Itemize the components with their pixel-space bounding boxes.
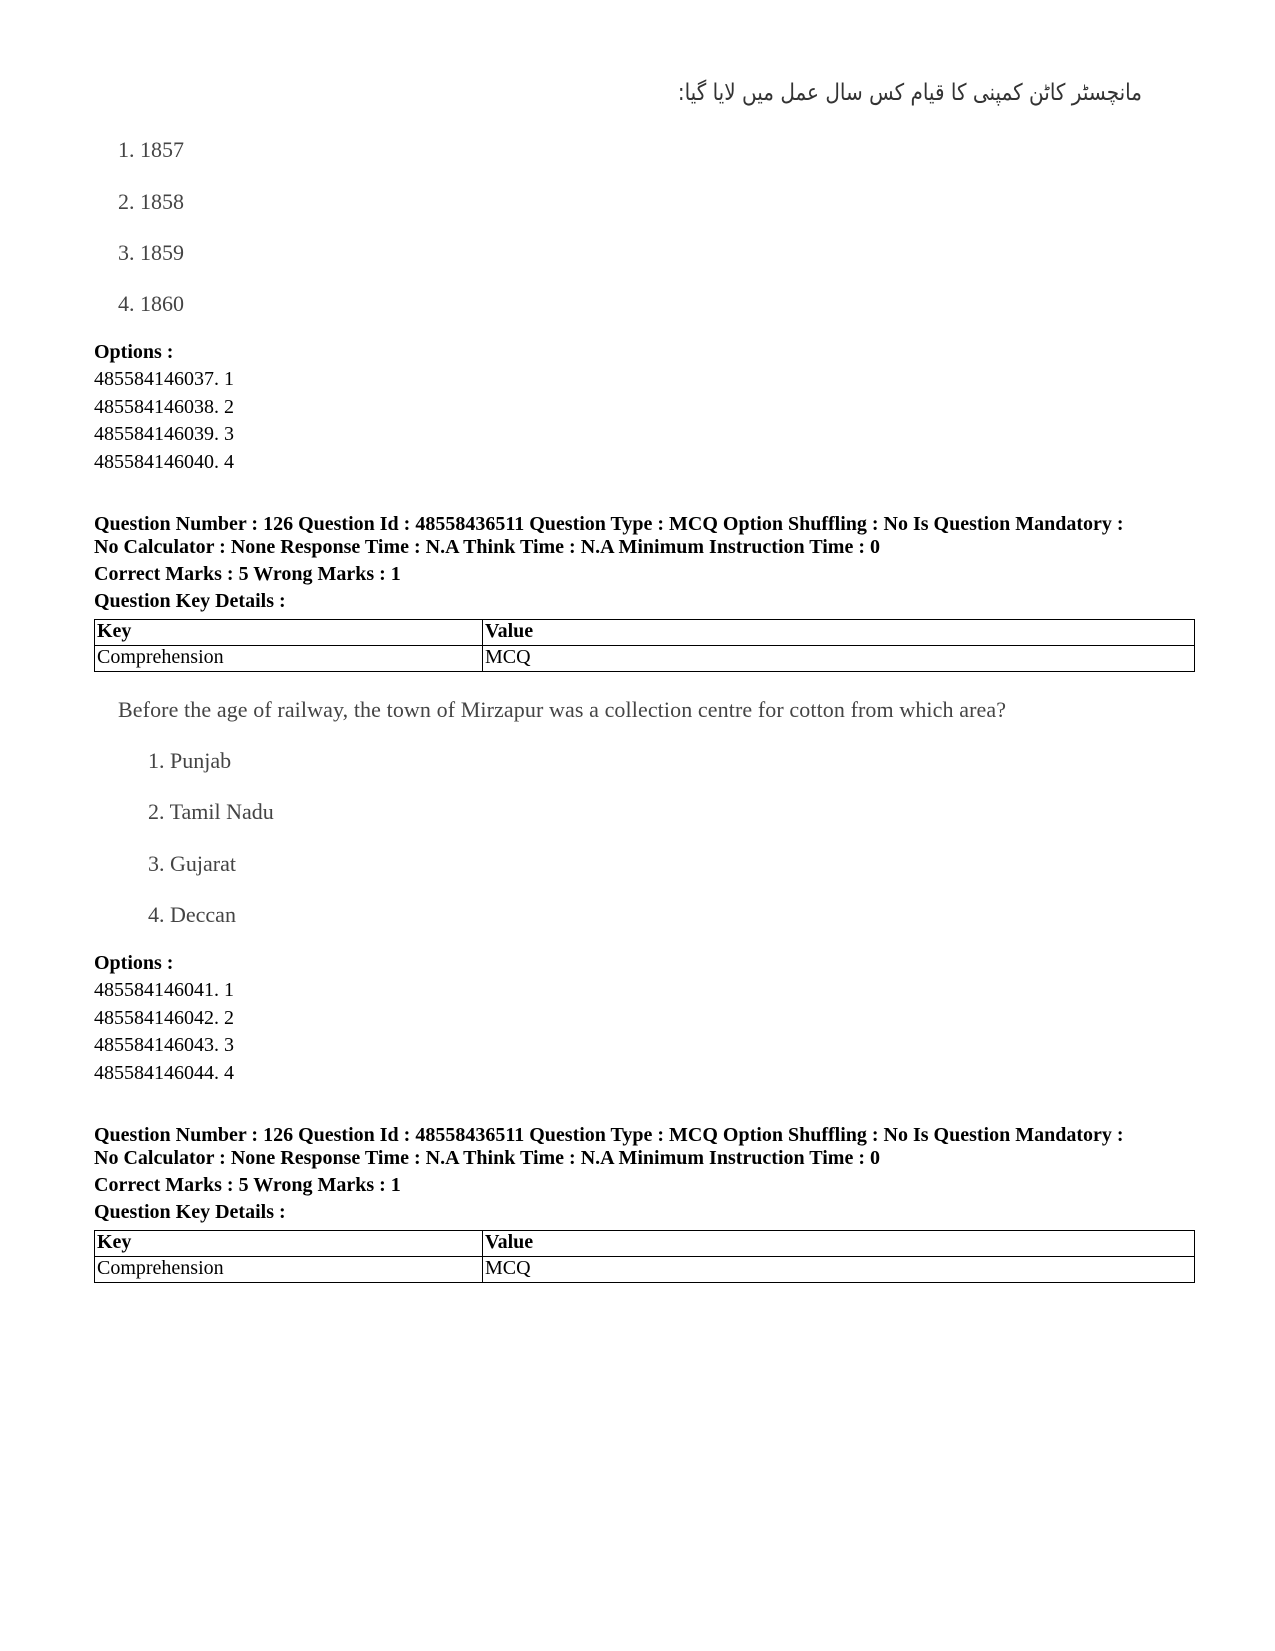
table-header-key: Key [95, 1231, 483, 1257]
option-id-line: 485584146044. 4 [94, 1062, 234, 1084]
question-meta-line-1: Question Number : 126 Question Id : 48558436511 Question Type : MCQ Option Shuffling : No Is Question Mandatory : [94, 513, 1124, 535]
key-details-heading: Question Key Details : [94, 590, 286, 612]
option-id-line: 485584146041. 1 [94, 979, 234, 1001]
table-row [95, 646, 1195, 672]
question-meta-line-2: No Calculator : None Response Time : N.A Think Time : N.A Minimum Instruction Time : 0 [94, 536, 880, 558]
marks-line: Correct Marks : 5 Wrong Marks : 1 [94, 563, 401, 585]
image-option-3: 3. 1859 [118, 240, 184, 265]
image-option-1: 1. 1857 [118, 137, 184, 162]
table-row [95, 1257, 1195, 1283]
key-details-heading: Question Key Details : [94, 1201, 286, 1223]
table-header-row [95, 620, 1195, 646]
marks-line: Correct Marks : 5 Wrong Marks : 1 [94, 1174, 401, 1196]
question-meta [94, 1124, 1194, 1170]
option-id-line: 485584146039. 3 [94, 423, 234, 445]
options-heading: Options : [94, 341, 174, 363]
key-details-table [94, 619, 1195, 672]
key-details-table [94, 1230, 1195, 1283]
option-id-line: 485584146042. 2 [94, 1007, 234, 1029]
question-meta-line-2: No Calculator : None Response Time : N.A Think Time : N.A Minimum Instruction Time : 0 [94, 1147, 880, 1169]
table-header-value: Value [483, 1231, 1195, 1257]
table-header-key: Key [95, 620, 483, 646]
image-option-3: 3. Gujarat [148, 851, 236, 876]
options-heading: Options : [94, 952, 174, 974]
image-option-4: 4. 1860 [118, 291, 184, 316]
option-id-line: 485584146037. 1 [94, 368, 234, 390]
question-meta [94, 513, 1194, 559]
image-option-1: 1. Punjab [148, 748, 232, 773]
option-id-line: 485584146038. 2 [94, 396, 234, 418]
option-id-line: 485584146043. 3 [94, 1034, 234, 1056]
table-cell-key: Comprehension [95, 646, 483, 672]
table-cell-value: MCQ [483, 1257, 1195, 1283]
table-header-row [95, 1231, 1195, 1257]
option-id-line: 485584146040. 4 [94, 451, 234, 473]
image-option-2: 2. 1858 [118, 189, 184, 214]
question-text-urdu: مانچسٹر کاٹن کمپنی کا قیام کس سال عمل میں لایا گیا: [677, 78, 1142, 106]
image-option-4: 4. Deccan [148, 902, 236, 927]
table-cell-value: MCQ [483, 646, 1195, 672]
table-cell-key: Comprehension [95, 1257, 483, 1283]
table-header-value: Value [483, 620, 1195, 646]
image-option-2: 2. Tamil Nadu [148, 799, 274, 824]
question-text: Before the age of railway, the town of Mirzapur was a collection centre for cotton from which area? [118, 697, 1007, 722]
question-meta-line-1: Question Number : 126 Question Id : 48558436511 Question Type : MCQ Option Shuffling : No Is Question Mandatory : [94, 1124, 1124, 1146]
